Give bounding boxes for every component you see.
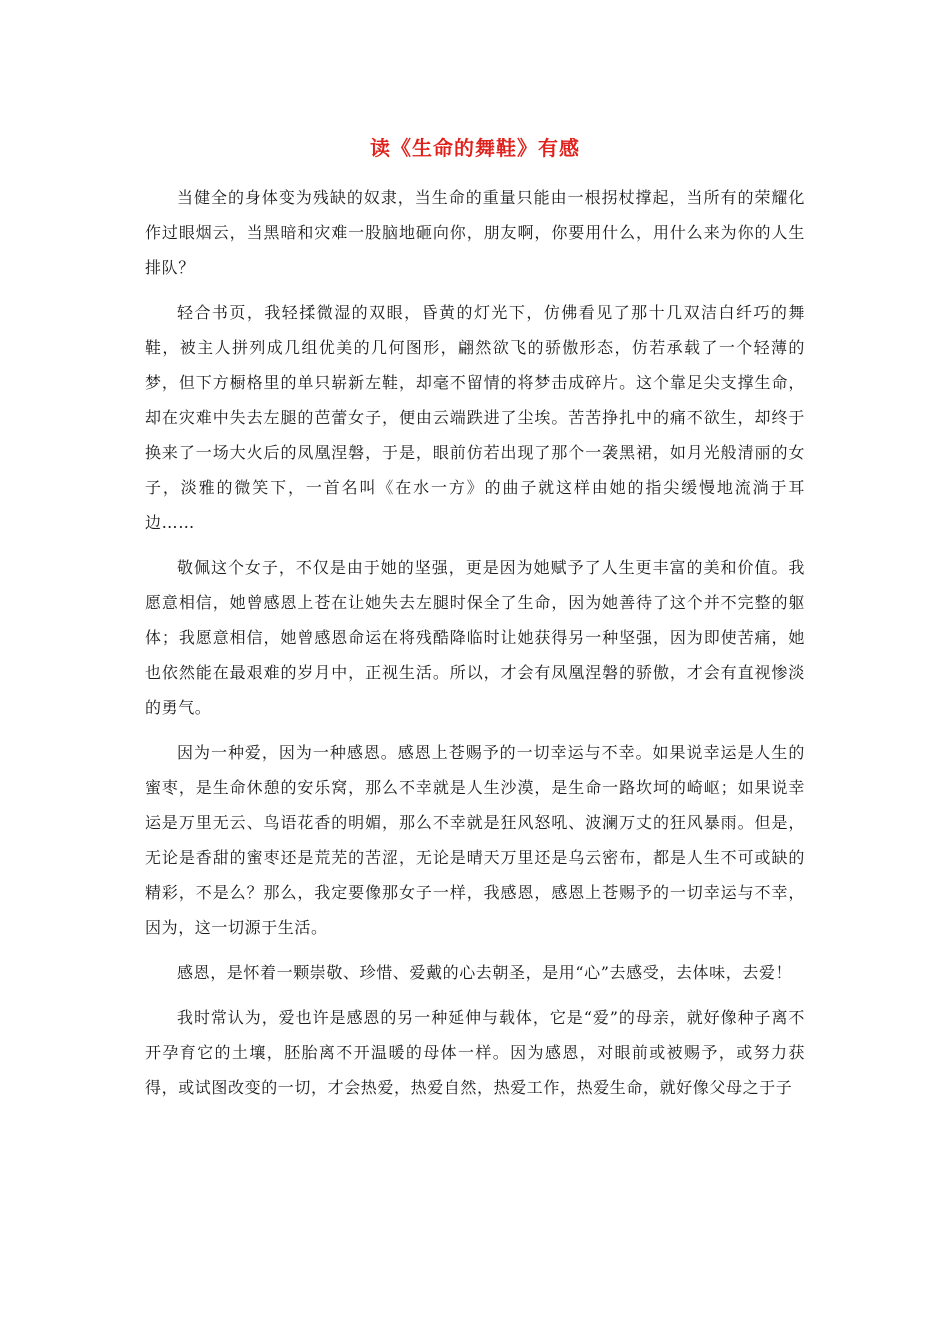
paragraph-4: 因为一种爱，因为一种感恩。感恩上苍赐予的一切幸运与不幸。如果说幸运是人生的蜜枣，是生命休憩的安乐窝，那么不幸就是人生沙漠，是生命一路坎坷的崎岖；如果说幸运是万里无云、鸟语花香的明媚，那么不幸就是狂风怒吼、波澜万丈的狂风暴雨。但是，无论是香甜的蜜枣还是荒芜的苦涩，无论是晴天万里还是乌云密布，都是人生不可或缺的精彩，不是么？那么，我定要像那女子一样，我感恩，感恩上苍赐予的一切幸运与不幸，因为，这一切源于生活。 [145, 743, 805, 937]
paragraph-1: 当健全的身体变为残缺的奴隶，当生命的重量只能由一根拐杖撑起，当所有的荣耀化作过眼烟云，当黑暗和灾难一股脑地砸向你，朋友啊，你要用什么，用什么来为你的人生排队？ [145, 188, 805, 277]
document-title: 读《生命的舞鞋》有感 [370, 136, 580, 160]
paragraph-5: 感恩，是怀着一颗崇敬、珍惜、爱戴的心去朝圣，是用“心”去感受，去体味，去爱！ [177, 963, 793, 982]
paragraph-3: 敬佩这个女子，不仅是由于她的坚强，更是因为她赋予了人生更丰富的美和价值。我愿意相信，她曾感恩上苍在让她失去左腿时保全了生命，因为她善待了这个并不完整的躯体；我愿意相信，她曾感恩命运在将残酷降临时让她获得另一种坚强，因为即使苦痛，她也依然能在最艰难的岁月中，正视生活。所以，才会有凤凰涅磐的骄傲，才会有直视惨淡的勇气。 [145, 558, 805, 717]
paragraph-6: 我时常认为，爱也许是感恩的另一种延伸与载体，它是“爱”的母亲，就好像种子离不开孕育它的土壤，胚胎离不开温暖的母体一样。因为感恩，对眼前或被赐予，或努力获得，或试图改变的一切，才会热爱，热爱自然，热爱工作，热爱生命，就好像父母之于子 [145, 1008, 805, 1097]
document-page [145, 128, 805, 1115]
paragraph-2: 轻合书页，我轻揉微湿的双眼，昏黄的灯光下，仿佛看见了那十几双洁白纤巧的舞鞋，被主人拼列成几组优美的几何图形，翩然欲飞的骄傲形态，仿若承载了一个轻薄的梦，但下方橱格里的单只崭新左鞋，却毫不留情的将梦击成碎片。这个靠足尖支撑生命，却在灾难中失去左腿的芭蕾女子，便由云端跌进了尘埃。苦苦挣扎中的痛不欲生，却终于换来了一场大火后的凤凰涅磐，于是，眼前仿若出现了那个一袭黑裙，如月光般清丽的女子，淡雅的微笑下，一首名叫《在水一方》的曲子就这样由她的指尖缓慢地流淌于耳边…… [145, 303, 805, 532]
